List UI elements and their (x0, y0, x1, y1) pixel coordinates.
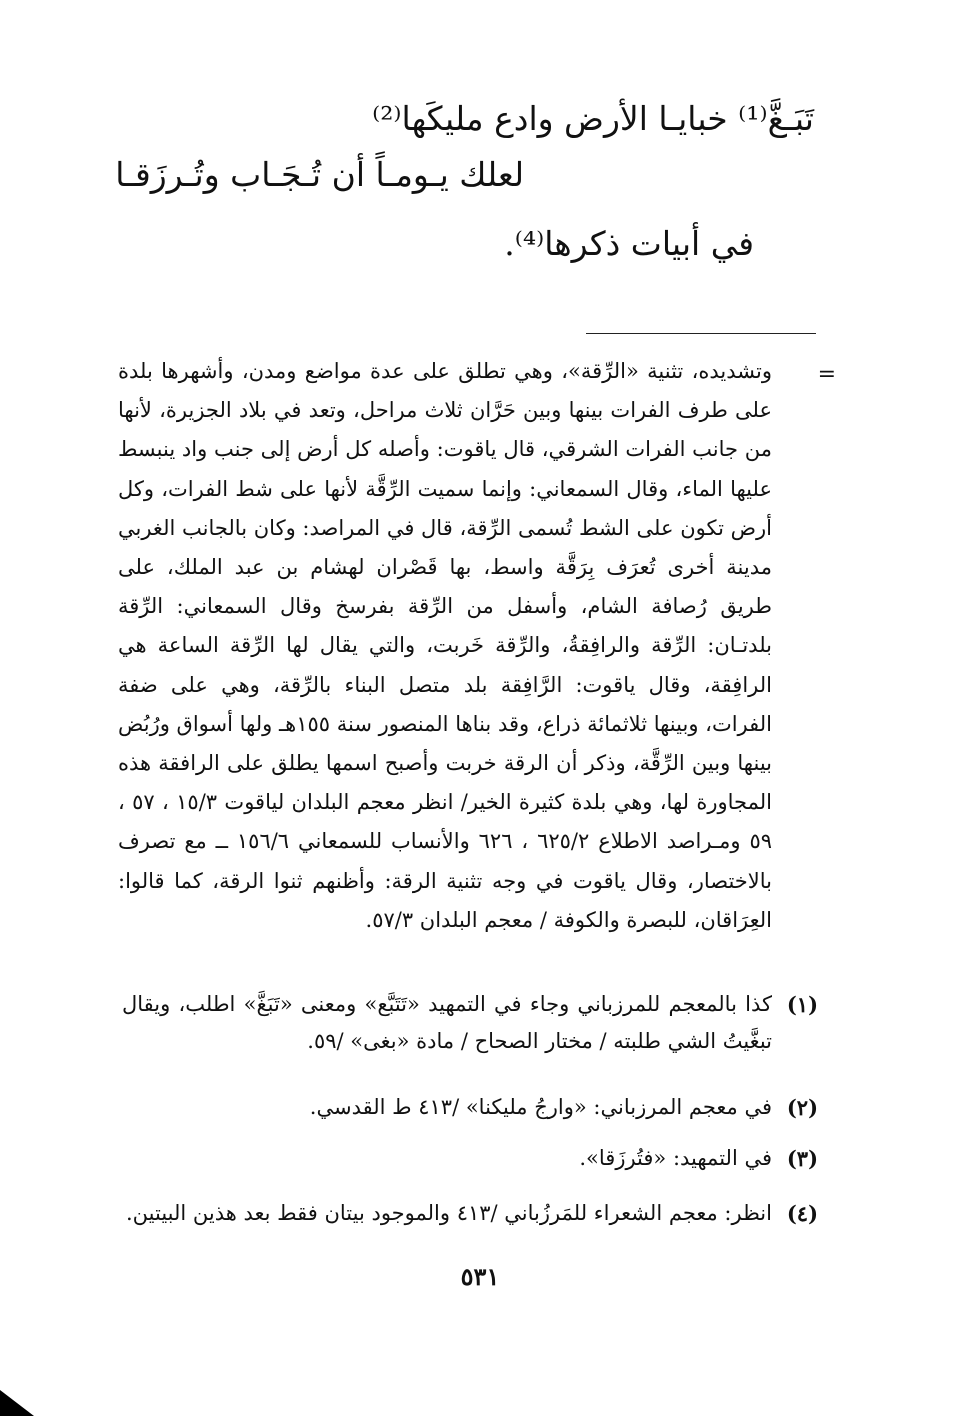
footnote-3 (118, 1140, 818, 1177)
footnote-text: كذا بالمعجم للمرزباني وجاء في التمهيد «تَتَبَّع» ومعنى «تَبَغَّ» اطلب، ويقال تبغَّيتُ الشي طلبته / مختار الصحاح / مادة «بغى» /٥٩. (122, 992, 772, 1053)
poem-verse-second-hemistich: لعلك يـومـاً أن تُـجَـاب وتُـرزَقـا (115, 155, 524, 194)
footnote-separator-rule (586, 333, 816, 334)
footnote-text: في التمهيد: «فتُرزَقا». (579, 1146, 772, 1170)
footnote-number: (٣) (786, 1146, 818, 1171)
continued-footnote-text: وتشديده، تثنية «الرِّقة»، وهي تطلق على عدة مواضع ومدن، وأشهرها بلدة على طرف الفرات بينها وبين حَرَّان ثلاث مراحل، وتعد في بلاد الجزيرة، لأنها من جانب الفرات الشرقي، قال ياقوت: وأصله كل أرض إلى جنب واد ينبسط عليها الماء، وقال السمعاني: وإنما سميت الرِّقَّة لأنها على شط الفرات، وكل أرض تكون على الشط تُسمى الرِّقة، قال في المراصد: وكان بالجانب الغربي مدينة أخرى تُعرَف بِرَقَّة واسط، بها قَصْران لهشام بن عبد الملك، على طريق رُصافة الشام، وأسفل من الرِّقة بفرسخ وقال السمعاني: الرِّقة بلدتـان: الرِّقة والرافِقةُ، والرِّقة خَربت، والتي يقال لها الرِّقة الساعة هي الرافِقة، وقال ياقوت: الرَّافِقة بلد متصل البناء بالرِّقة، وهي على ضفة الفرات، وبينها ثلاثمائة ذراع، وقد بناها المنصور سنة ١٥٥هـ ولها أسواق ورُبُض بينها وبين الرِّقَّة، وذكر أن الرقة خربت وأصبح اسمها يطلق على الرافقة هذه المجاورة لها، وهي بلدة كثيرة الخير/ انظر معجم البلدان لياقوت ١٥/٣ ، ٥٧ ، ٥٩ ومـراصد الاطلاع ٦٢٥/٢ ، ٦٢٦ والأنساب للسمعاني ١٥٦/٦ ــ مع تصرف بالاختصار، وقال ياقوت في وجه تثنية الرقة: وأظنهم ثنوا الرقة، كما قالوا: العِرَاقان، للبصرة والكوفة / معجم البلدان ٥٧/٣. (118, 359, 773, 932)
continuation-marker: = (817, 362, 836, 387)
footnote-1 (118, 986, 818, 1060)
footnote-number: (٢) (786, 1095, 818, 1120)
poem-verse-first-hemistich: تَبَـغَّ⁽¹⁾ خبايـا الأرض وادع مليكَها⁽²⁾ (372, 99, 814, 138)
footnote-2 (118, 1089, 818, 1126)
footnote-number: (١) (786, 992, 818, 1017)
page-number: ٥٣١ (460, 1262, 500, 1291)
footnote-number: (٤) (786, 1201, 818, 1226)
footnote-text: انظر: معجم الشعراء للمَرزُباني /٤١٣ والموجود بيتان فقط بعد هذين البيتين. (125, 1201, 772, 1225)
footnote-4 (118, 1195, 818, 1232)
poem-intro-text: في أبيات ذكرها⁽⁴⁾. (504, 224, 754, 263)
footnote-text: في معجم المرزباني: «وارجُ مليكنا» /٤١٣ ط القدسي. (309, 1095, 772, 1119)
scan-corner-mark (0, 1390, 34, 1416)
